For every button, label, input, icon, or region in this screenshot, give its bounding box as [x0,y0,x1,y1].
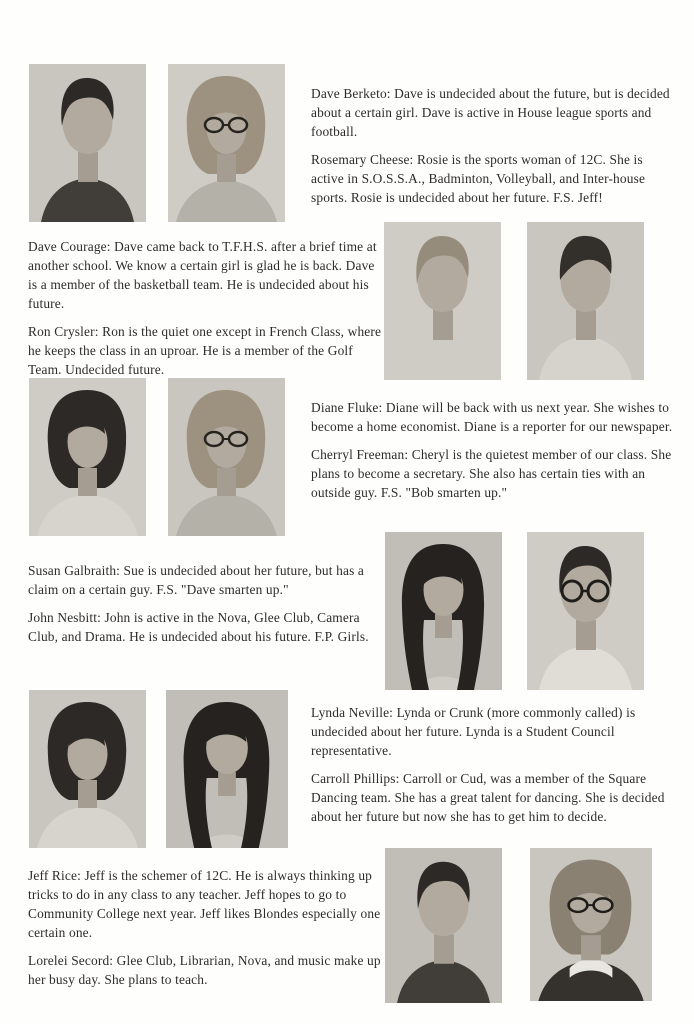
entry-lynda-neville [311,703,675,760]
male-glasses-portrait-silhouette-icon [527,532,644,690]
male-portrait-silhouette-icon [384,222,501,380]
text-column [311,84,675,216]
entry-text: Lynda or Crunk (more commonly called) is undecided about her future. Lynda is a Student Council representative. [311,705,636,758]
male-portrait-silhouette-icon [385,848,502,1003]
entry-text: Sue is undecided about her future, but has a claim on a certain guy. F.S. "Dave smarten up." [28,563,365,597]
entry-dave-berketo [311,84,675,141]
portrait-lynda-neville [29,690,146,848]
entry-text: Ron is the quiet one except in French Class, where he keeps the class in an uproar. He is a member of the Golf Team. Undecided future. [28,324,382,377]
portrait-dave-courage [384,222,501,380]
entry-text: Glee Club, Librarian, Nova, and music make up her busy day. She plans to teach. [28,953,381,987]
entry-name: John Nesbitt: [28,610,101,625]
male-portrait-silhouette-icon [527,222,644,380]
entry-name: Dave Berketo: [311,86,391,101]
portrait-diane-fluke [29,378,146,536]
female-portrait-silhouette-icon [166,690,288,848]
portrait-ron-crysler [527,222,644,380]
text-column [28,237,384,388]
text-column [28,561,384,655]
entry-text: Diane will be back with us next year. She wishes to become a home economist. Diane is a reporter for our newspaper. [311,400,673,434]
entry-text: Dave is undecided about the future, but is decided about a certain girl. Dave is active in House league sports and football. [311,86,670,139]
entry-rosemary-cheese [311,150,675,207]
portrait-john-nesbitt [527,532,644,690]
entry-text: Carroll or Cud, was a member of the Square Dancing team. She has a great talent for dancing. She is decided about her future but now she has to get him to decide. [311,771,665,824]
entry-susan-galbraith [28,561,384,599]
female-glasses-portrait-silhouette-icon [530,848,652,1001]
entry-carroll-phillips [311,769,675,826]
entry-text: John is active in the Nova, Glee Club, Camera Club, and Drama. He is undecided about his future. F.P. Girls. [28,610,369,644]
text-column [311,703,675,835]
female-portrait-silhouette-icon [29,378,146,536]
entry-dave-courage [28,237,384,313]
portrait-rosemary-cheese [168,64,285,222]
entry-text: Cheryl is the quietest member of our class. She plans to become a secretary. She also has certain ties with an outside guy. F.S. "Bob smarten up." [311,447,672,500]
portrait-lorelei-secord [530,848,652,1001]
portrait-dave-berketo [29,64,146,222]
entry-name: Jeff Rice: [28,868,81,883]
female-portrait-silhouette-icon [385,532,502,690]
entry-jeff-rice [28,866,384,942]
portrait-cherryl-freeman [168,378,285,536]
entry-name: Susan Galbraith: [28,563,121,578]
female-portrait-silhouette-icon [29,690,146,848]
entry-name: Lynda Neville: [311,705,394,720]
entry-text: Dave came back to T.F.H.S. after a brief time at another school. We know a certain girl is glad he is back. Dave is a member of the basketball team. He is undecided about his future. [28,239,377,311]
entry-name: Carroll Phillips: [311,771,400,786]
text-column [28,866,384,998]
female-glasses-portrait-silhouette-icon [168,64,285,222]
entry-name: Diane Fluke: [311,400,383,415]
portrait-carroll-phillips [166,690,288,848]
entry-text: Rosie is the sports woman of 12C. She is active in S.O.S.S.A., Badminton, Volleyball, and Inter-house sports. Rosie is undecided about her future. F.S. Jeff! [311,152,646,205]
portrait-susan-galbraith [385,532,502,690]
entry-name: Cherryl Freeman: [311,447,409,462]
entry-lorelei-secord [28,951,384,989]
entry-name: Ron Crysler: [28,324,99,339]
female-glasses-portrait-silhouette-icon [168,378,285,536]
text-column [311,398,675,511]
entry-john-nesbitt [28,608,384,646]
entry-cherryl-freeman [311,445,675,502]
entry-name: Lorelei Secord: [28,953,114,968]
male-portrait-silhouette-icon [29,64,146,222]
portrait-jeff-rice [385,848,502,1003]
entry-name: Dave Courage: [28,239,111,254]
entry-diane-fluke [311,398,675,436]
entry-name: Rosemary Cheese: [311,152,414,167]
entry-text: Jeff is the schemer of 12C. He is always thinking up tricks to do in any class to any teacher. Jeff hopes to go to Community College next year. Jeff likes Blondes especially one certain one. [28,868,381,940]
entry-ron-crysler [28,322,384,379]
